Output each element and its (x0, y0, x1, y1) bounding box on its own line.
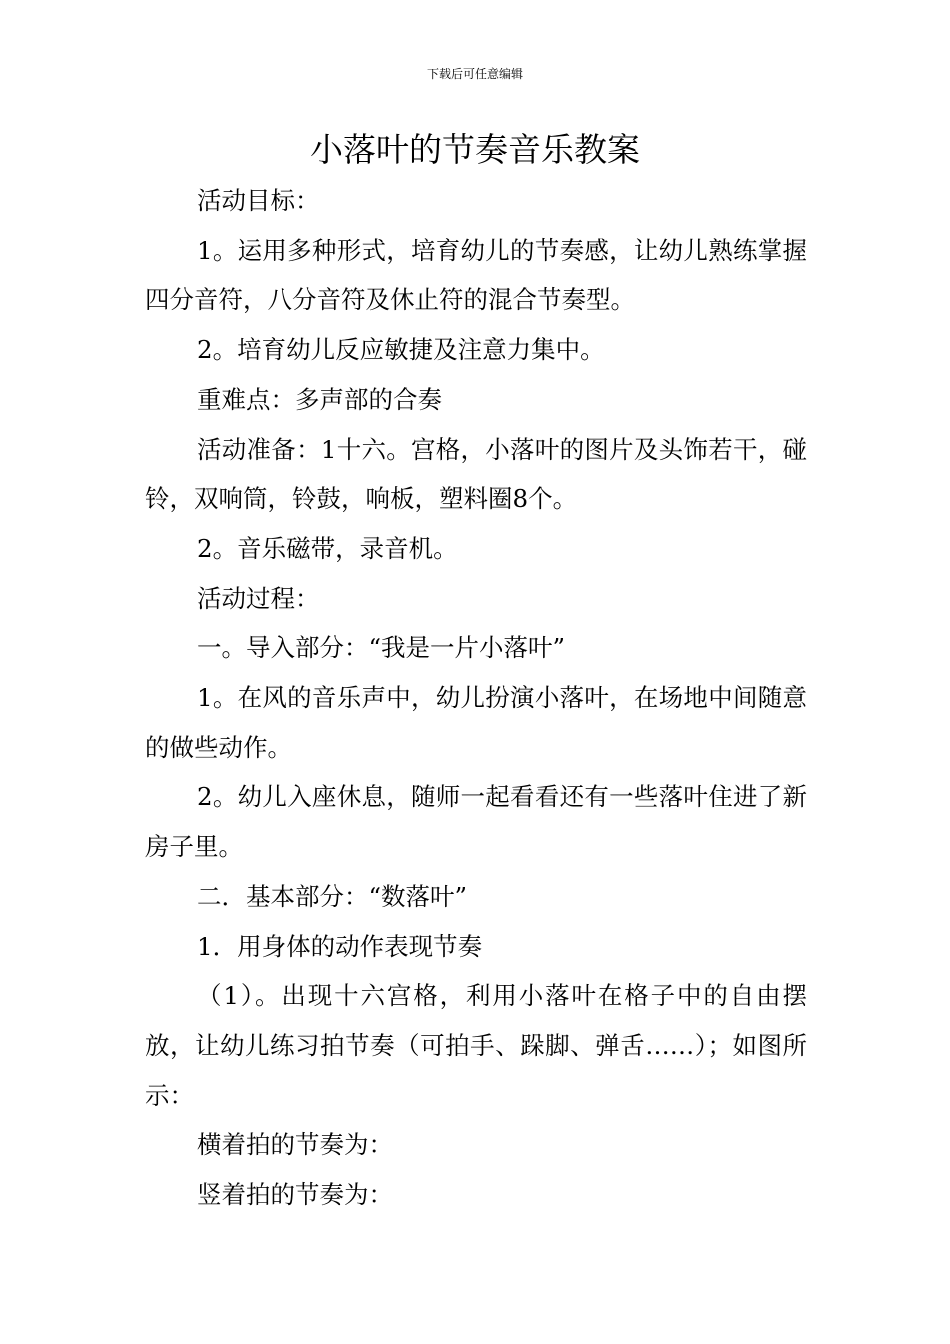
paragraph: 2。培育幼儿反应敏捷及注意力集中。 (197, 335, 605, 365)
paragraph: 1。在风的音乐声中，幼儿扮演小落叶，在场地中间随意的做些动作。 (145, 683, 807, 762)
paragraph: 1。运用多种形式，培育幼儿的节奏感，让幼儿熟练掌握四分音符，八分音符及休止符的混合节奏型。 (145, 235, 807, 315)
page-header-note: 下载后可任意编辑 (426, 67, 523, 81)
paragraph: 活动目标： (197, 186, 320, 215)
paragraph: 活动过程： (197, 583, 320, 613)
document-title: 小落叶的节奏音乐教案 (310, 130, 640, 169)
paragraph: 二．基本部分：“数落叶” (197, 881, 468, 911)
document-body (145, 176, 807, 1220)
paragraph: 1．用身体的动作表现节奏 (197, 931, 483, 961)
paragraph: 2。幼儿入座休息，随师一起看看还有一些落叶住进了新房子里。 (145, 782, 807, 862)
paragraph: 横着拍的节奏为： (197, 1130, 393, 1160)
paragraph: 一。导入部分：“我是一片小落叶” (197, 633, 566, 663)
paragraph: 2。音乐磁带，录音机。 (197, 533, 458, 563)
paragraph: 活动准备：1十六。宫格，小落叶的图片及头饰若干，碰铃，双响筒，铃鼓，响板，塑料圈8个。 (145, 434, 807, 514)
paragraph: 重难点：多声部的合奏 (197, 384, 442, 414)
paragraph: （1）。出现十六宫格，利用小落叶在格子中的自由摆放，让幼儿练习拍节奏（可拍手、跺脚、弹舌……）；如图所示： (145, 981, 807, 1110)
paragraph: 竖着拍的节奏为： (197, 1180, 393, 1210)
